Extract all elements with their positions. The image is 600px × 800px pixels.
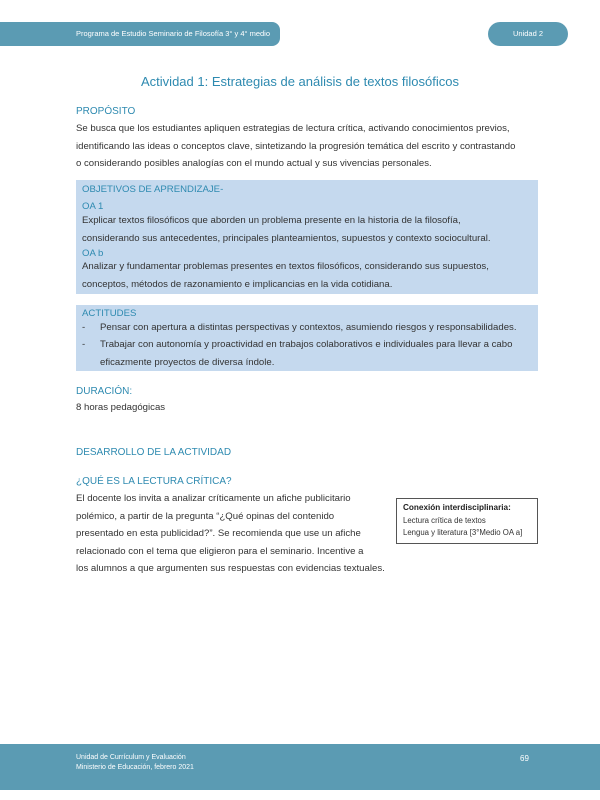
objective-line: considerando sus antecedentes, principales planteamientos, supuestos y contexto sociocultural. <box>82 232 491 244</box>
connection-line: Lengua y literatura [3°Medio OA a] <box>403 528 523 537</box>
purpose-line: identificando las ideas o conceptos clave, sintetizando la progresión temática del escrito y contrastando <box>76 140 516 152</box>
purpose-line: Se busca que los estudiantes apliquen estrategias de lectura crítica, activando conocimientos previos, <box>76 123 510 134</box>
purpose-line: o considerando posibles analogías con el mundo actual y sus vivencias personales. <box>76 158 432 170</box>
critical-reading-line: presentado en esta publicidad?”. Se recomienda que use un afiche <box>76 528 361 540</box>
critical-reading-line: relacionado con el tema que eligieron para el seminario. Incentive a <box>76 545 364 557</box>
duration-heading: DURACIÓN: <box>76 386 133 397</box>
objectives-heading: OBJETIVOS DE APRENDIZAJE- <box>82 184 224 195</box>
footer-ministry: Ministerio de Educación, febrero 2021 <box>76 764 194 771</box>
unit-badge: Unidad 2 <box>488 22 568 46</box>
connection-title: Conexión interdisciplinaria: <box>403 503 511 512</box>
page-title: Actividad 1: Estrategias de análisis de textos filosóficos <box>141 74 459 89</box>
critical-reading-heading: ¿QUÉ ES LA LECTURA CRÍTICA? <box>76 476 232 487</box>
objective-line: Explicar textos filosóficos que aborden un problema presente en la historia de la filosofía, <box>82 215 461 226</box>
attitude-line: Pensar con apertura a distintas perspectivas y contextos, asumiendo riesgos y responsabilidades. <box>100 322 517 333</box>
critical-reading-line: El docente los invita a analizar críticamente un afiche publicitario <box>76 493 351 504</box>
attitude-line: Trabajar con autonomía y proactividad en trabajos colaborativos e individuales para llevar a cabo <box>100 339 513 350</box>
interdisciplinary-connection-box <box>396 498 538 544</box>
attitudes-box <box>76 305 538 371</box>
objective-line: Analizar y fundamentar problemas presentes en textos filosóficos, considerando sus supuestos, <box>82 261 489 272</box>
objective-code: OA 1 <box>82 201 104 212</box>
objective-text <box>82 258 532 293</box>
development-heading: DESARROLLO DE LA ACTIVIDAD <box>76 447 232 458</box>
objectives-box <box>76 180 538 294</box>
purpose-text <box>76 120 538 173</box>
page-number: 69 <box>520 754 529 763</box>
purpose-heading: PROPÓSITO <box>76 106 136 117</box>
program-title: Programa de Estudio Seminario de Filosofía 3° y 4° medio <box>76 29 271 38</box>
attitudes-heading: ACTITUDES <box>82 308 137 319</box>
bullet-dash: - <box>82 322 86 333</box>
footer-unit: Unidad de Currículum y Evaluación <box>76 754 186 761</box>
critical-reading-text <box>76 490 388 578</box>
objective-line: conceptos, métodos de razonamiento e implicancias en la vida cotidiana. <box>82 278 393 290</box>
footer-bar <box>0 744 600 790</box>
critical-reading-line: polémico, a partir de la pregunta “¿Qué opinas del contenido <box>76 510 335 522</box>
objective-text <box>82 212 532 247</box>
objective-code: OA b <box>82 248 104 259</box>
connection-line: Lectura crítica de textos <box>403 516 486 525</box>
attitude-line: eficazmente proyectos de diversa índole. <box>100 356 275 368</box>
bullet-dash: - <box>82 339 86 350</box>
critical-reading-line: los alumnos a que argumenten sus respuestas con evidencias textuales. <box>76 563 385 575</box>
duration-value: 8 horas pedagógicas <box>76 402 166 413</box>
